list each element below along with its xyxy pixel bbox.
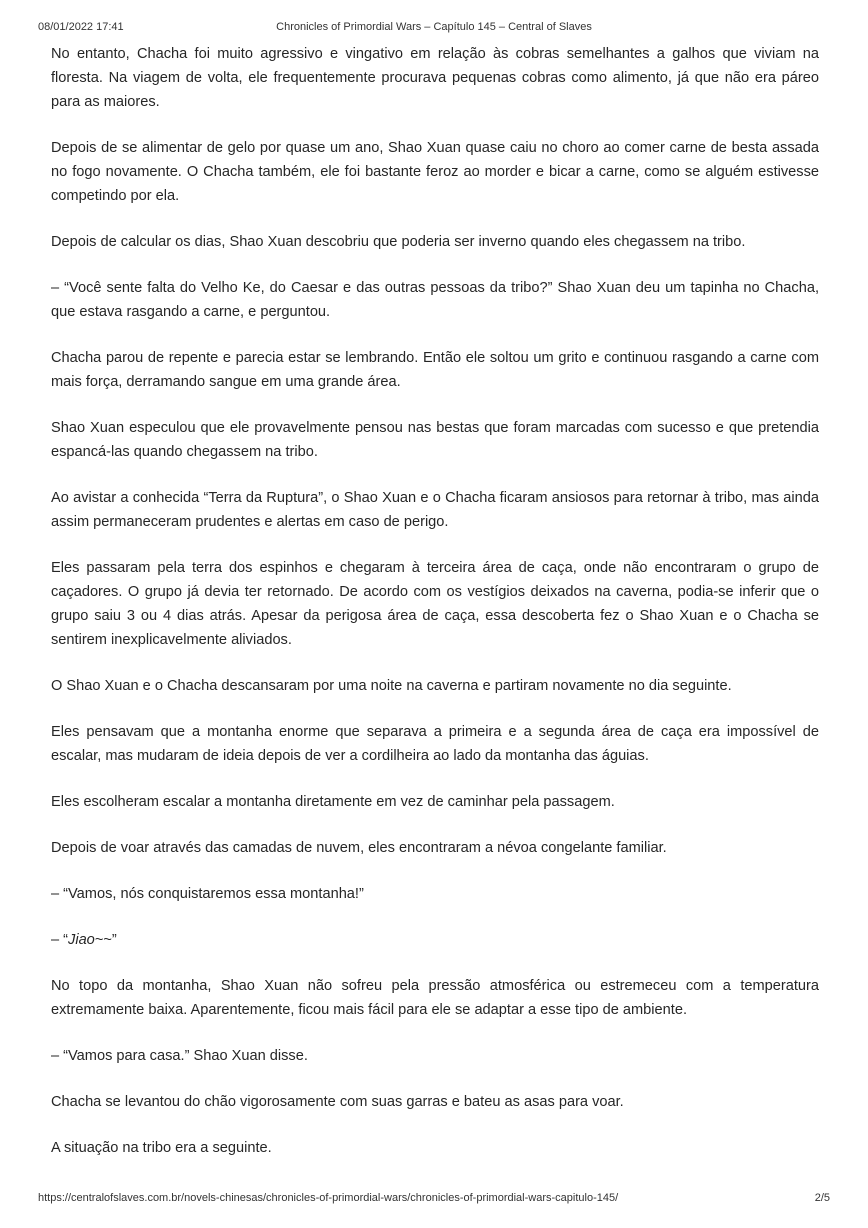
page-number: 2/5 — [814, 1192, 830, 1204]
paragraph: – “Vamos para casa.” Shao Xuan disse. — [51, 1048, 308, 1064]
chapter-content — [51, 42, 819, 1182]
paragraph: No topo da montanha, Shao Xuan não sofreu pela pressão atmosférica ou estremeceu com a temperatura extremamente baixa. Aparentemente, ficou mais fácil para ele se adaptar a esse tipo de ambiente. — [51, 978, 819, 1018]
paragraph: A situação na tribo era a seguinte. — [51, 1140, 272, 1156]
paragraph: – “Vamos, nós conquistaremos essa montanha!” — [51, 886, 364, 902]
paragraph: Eles escolheram escalar a montanha diretamente em vez de caminhar pela passagem. — [51, 794, 615, 810]
dialogue-open: – “ — [51, 932, 69, 948]
paragraph: Ao avistar a conhecida “Terra da Ruptura”, o Shao Xuan e o Chacha ficaram ansiosos para retornar à tribo, mas ainda assim permaneceram prudentes e alertas em caso de perigo. — [51, 490, 819, 530]
paragraph: Depois de calcular os dias, Shao Xuan descobriu que poderia ser inverno quando eles chegassem na tribo. — [51, 234, 746, 250]
paragraph: Chacha se levantou do chão vigorosamente com suas garras e bateu as asas para voar. — [51, 1094, 624, 1110]
paragraph: Depois de voar através das camadas de nuvem, eles encontraram a névoa congelante familiar. — [51, 840, 667, 856]
page-title: Chronicles of Primordial Wars – Capítulo 145 – Central of Slaves — [276, 21, 592, 33]
jiao-word: Jiao — [68, 932, 95, 948]
paragraph — [51, 928, 819, 952]
paragraph: Eles passaram pela terra dos espinhos e chegaram à terceira área de caça, onde não encontraram o grupo de caçadores. O grupo já devia ter retornado. De acordo com os vestígios deixados na caverna, podia-se inferir que o grupo saiu 3 ou 4 dias atrás. Apesar da perigosa área de caça, essa descoberta fez o Shao Xuan e o Chacha se sentirem inexplicavelmente aliviados. — [51, 560, 819, 648]
paragraph: Eles pensavam que a montanha enorme que separava a primeira e a segunda área de caça era impossível de escalar, mas mudaram de ideia depois de ver a cordilheira ao lado da montanha das águias. — [51, 724, 819, 764]
paragraph: Chacha parou de repente e parecia estar se lembrando. Então ele soltou um grito e continuou rasgando a carne com mais força, derramando sangue em uma grande área. — [51, 350, 819, 390]
paragraph: No entanto, Chacha foi muito agressivo e vingativo em relação às cobras semelhantes a galhos que viviam na floresta. Na viagem de volta, ele frequentemente procurava pequenas cobras como alimento, já que não era páreo para as maiores. — [51, 46, 819, 110]
page-url[interactable]: https://centralofslaves.com.br/novels-chinesas/chronicles-of-primordial-wars/chronicles-of-primordial-wars-capitulo-145/ — [38, 1192, 619, 1204]
paragraph: O Shao Xuan e o Chacha descansaram por uma noite na caverna e partiram novamente no dia seguinte. — [51, 678, 732, 694]
print-datetime: 08/01/2022 17:41 — [38, 21, 124, 33]
paragraph: – “Você sente falta do Velho Ke, do Caesar e das outras pessoas da tribo?” Shao Xuan deu um tapinha no Chacha, que estava rasgando a carne, e perguntou. — [51, 280, 819, 320]
paragraph: Depois de se alimentar de gelo por quase um ano, Shao Xuan quase caiu no choro ao comer carne de besta assada no fogo novamente. O Chacha também, ele foi bastante feroz ao morder e bicar a carne, como se alguém estivesse competindo por ela. — [51, 140, 819, 204]
dialogue-close: ~~” — [94, 932, 117, 948]
paragraph: Shao Xuan especulou que ele provavelmente pensou nas bestas que foram marcadas com sucesso e que pretendia espancá-las quando chegassem na tribo. — [51, 420, 819, 460]
